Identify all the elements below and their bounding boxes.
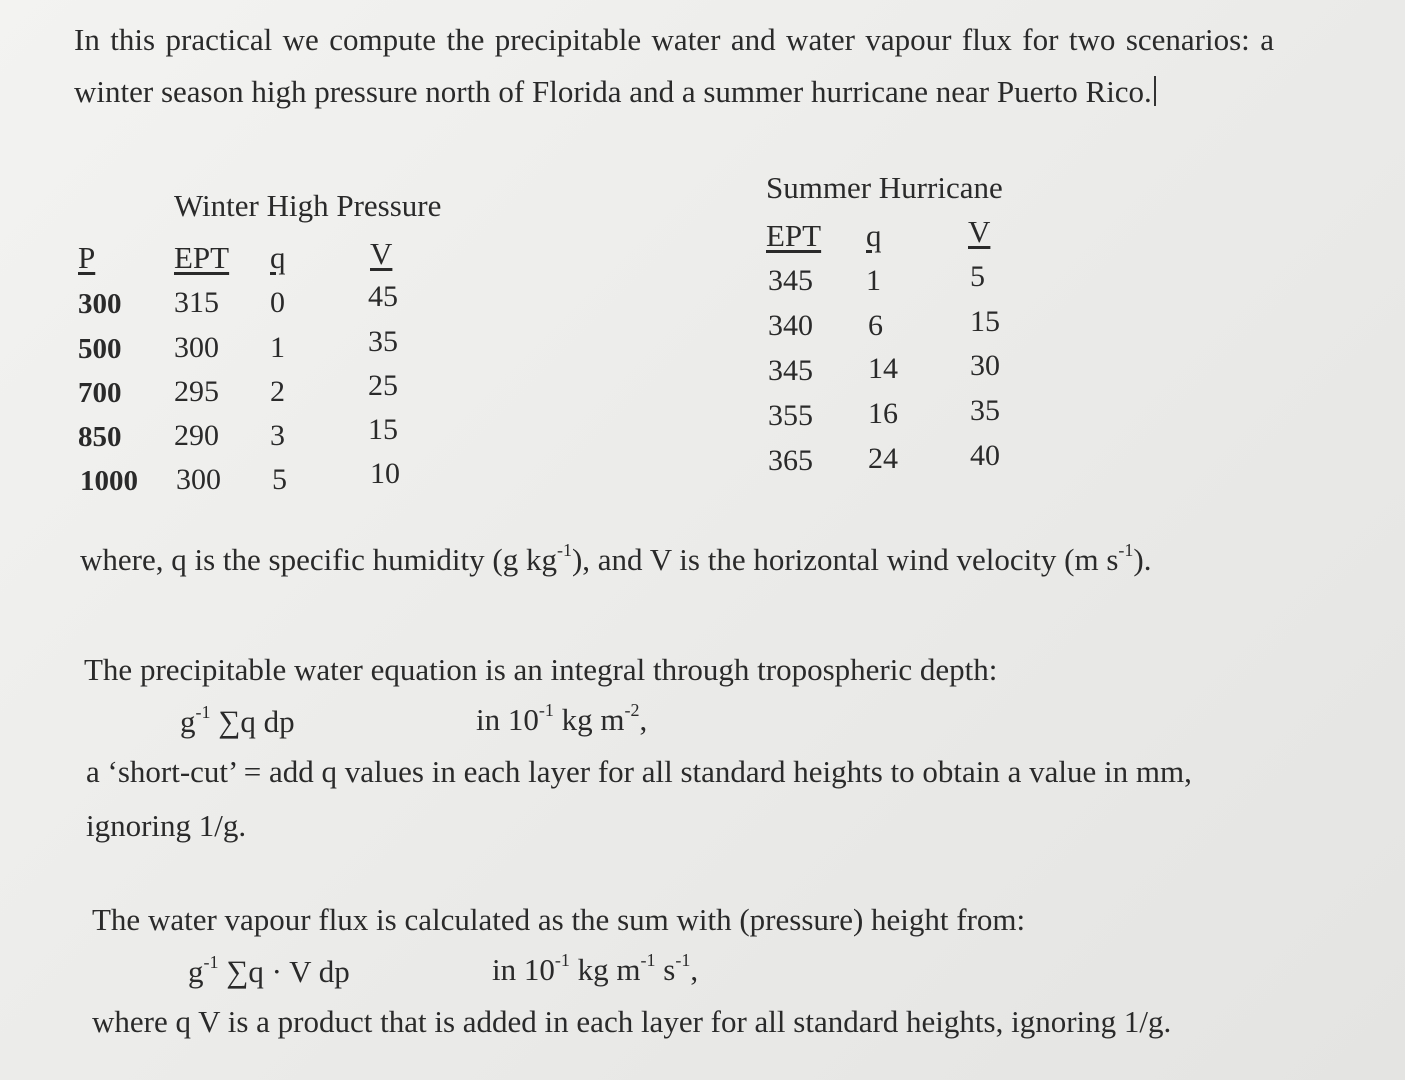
winter-cell-v: 25 bbox=[368, 369, 398, 402]
definitions-sup-1: -1 bbox=[556, 540, 572, 560]
precip-units-a: in 10 bbox=[476, 702, 539, 737]
summer-cell-ept: 340 bbox=[768, 309, 813, 342]
flux-units-c: s bbox=[655, 952, 676, 987]
winter-header-ept: EPT bbox=[174, 240, 230, 275]
definitions-text-3: ). bbox=[1133, 542, 1152, 577]
winter-cell-v: 15 bbox=[368, 413, 398, 446]
winter-cell-ept: 290 bbox=[174, 419, 219, 452]
flux-equation bbox=[188, 954, 350, 990]
precip-eq-body: ∑q dp bbox=[210, 704, 295, 739]
flux-eq-gsup: -1 bbox=[203, 952, 219, 972]
precip-units-asup: -1 bbox=[538, 700, 554, 720]
winter-cell-p: 300 bbox=[78, 288, 122, 320]
winter-cell-q: 2 bbox=[270, 375, 285, 408]
flux-units-b: kg m bbox=[569, 952, 641, 987]
precip-intro: The precipitable water equation is an integral through tropospheric depth: bbox=[84, 652, 998, 687]
winter-cell-q: 0 bbox=[270, 286, 285, 319]
flux-eq-body: ∑q · V dp bbox=[218, 954, 350, 989]
winter-cell-p: 850 bbox=[78, 421, 122, 453]
flux-units-bsup: -1 bbox=[640, 950, 656, 970]
winter-cell-q: 3 bbox=[270, 419, 285, 452]
summer-cell-q: 1 bbox=[866, 264, 881, 297]
winter-cell-v: 35 bbox=[368, 325, 398, 358]
intro-text: In this practical we compute the precipitable water and water vapour flux for two scenarios: a winter season high pressure north of Florida and a summer hurricane near Puerto Rico. bbox=[74, 22, 1274, 109]
flux-intro: The water vapour flux is calculated as the sum with (pressure) height from: bbox=[92, 902, 1026, 937]
summer-cell-ept: 345 bbox=[768, 354, 813, 387]
summer-cell-v: 35 bbox=[970, 394, 1000, 427]
winter-cell-p: 700 bbox=[78, 377, 122, 409]
winter-header-v: V bbox=[370, 236, 393, 271]
flux-units-asup: -1 bbox=[554, 950, 570, 970]
summer-cell-q: 24 bbox=[868, 442, 898, 475]
winter-cell-v: 45 bbox=[368, 280, 398, 313]
winter-cell-q: 1 bbox=[270, 331, 285, 364]
definitions-line bbox=[80, 542, 1151, 578]
winter-table-title: Winter High Pressure bbox=[174, 188, 442, 223]
flux-note: where q V is a product that is added in each layer for all standard heights, ignoring 1/g. bbox=[92, 1004, 1172, 1039]
precip-eq-gsup: -1 bbox=[195, 702, 211, 722]
summer-cell-q: 6 bbox=[868, 309, 883, 342]
winter-cell-v: 10 bbox=[370, 457, 400, 490]
flux-units-d: , bbox=[690, 952, 699, 987]
winter-header-q: q bbox=[270, 240, 286, 275]
precip-note-2: ignoring 1/g. bbox=[86, 808, 247, 843]
precip-eq-g: g bbox=[180, 704, 196, 739]
summer-cell-v: 40 bbox=[970, 439, 1000, 472]
winter-cell-p: 1000 bbox=[80, 465, 138, 497]
winter-cell-p: 500 bbox=[78, 333, 122, 365]
definitions-text-2: ), and V is the horizontal wind velocity (m s bbox=[571, 542, 1119, 577]
summer-cell-ept: 355 bbox=[768, 399, 813, 432]
summer-header-v: V bbox=[968, 214, 991, 249]
winter-cell-q: 5 bbox=[272, 463, 287, 496]
summer-cell-v: 30 bbox=[970, 349, 1000, 382]
winter-cell-ept: 300 bbox=[174, 331, 219, 364]
summer-cell-ept: 345 bbox=[768, 264, 813, 297]
flux-units bbox=[492, 952, 698, 988]
winter-header-p: P bbox=[78, 240, 96, 275]
precip-units-b: kg m bbox=[553, 702, 625, 737]
summer-cell-ept: 365 bbox=[768, 444, 813, 477]
summer-cell-q: 16 bbox=[868, 397, 898, 430]
precip-equation bbox=[180, 704, 295, 740]
precip-units bbox=[476, 702, 647, 738]
winter-cell-ept: 300 bbox=[176, 463, 221, 496]
flux-units-csup: -1 bbox=[675, 950, 691, 970]
summer-cell-q: 14 bbox=[868, 352, 898, 385]
text-cursor bbox=[1154, 76, 1156, 106]
flux-eq-g: g bbox=[188, 954, 204, 989]
summer-cell-v: 5 bbox=[970, 260, 985, 293]
winter-cell-ept: 295 bbox=[174, 375, 219, 408]
precip-units-c: , bbox=[639, 702, 648, 737]
precip-units-bsup: -2 bbox=[624, 700, 640, 720]
summer-header-ept: EPT bbox=[766, 218, 822, 253]
intro-paragraph bbox=[74, 14, 1274, 118]
summer-header-q: q bbox=[866, 218, 882, 253]
flux-units-a: in 10 bbox=[492, 952, 555, 987]
winter-cell-ept: 315 bbox=[174, 286, 219, 319]
definitions-text-1: where, q is the specific humidity (g kg bbox=[80, 542, 557, 577]
summer-cell-v: 15 bbox=[970, 305, 1000, 338]
precip-note-1: a ‘short-cut’ = add q values in each layer for all standard heights to obtain a value in mm, bbox=[86, 754, 1192, 789]
definitions-sup-2: -1 bbox=[1118, 540, 1134, 560]
summer-table-title: Summer Hurricane bbox=[766, 170, 1003, 205]
